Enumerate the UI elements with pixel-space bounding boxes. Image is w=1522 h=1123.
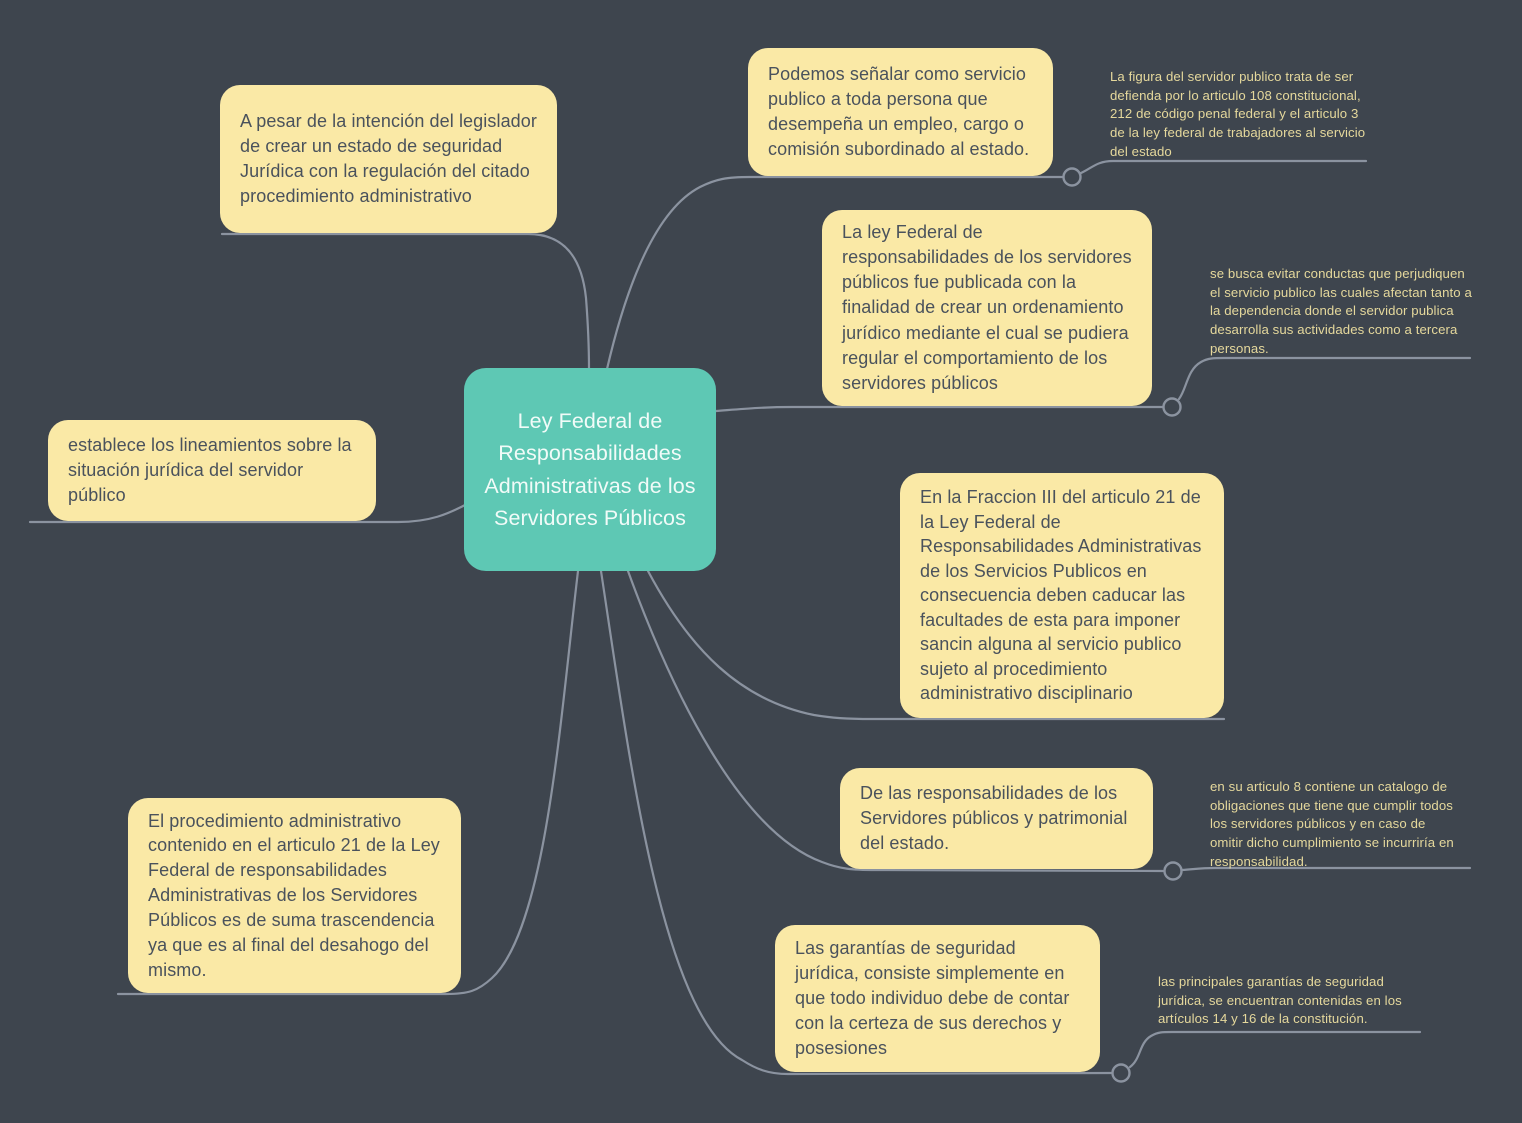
topic-text: A pesar de la intención del legislador de crear un estado de seguridad Jurídica con la regulación del citado procedimiento administrativo: [240, 110, 537, 207]
annotation-se-busca[interactable]: [1210, 265, 1476, 359]
branch-line-la-ley: [716, 407, 1163, 411]
central-topic-text: Ley Federal de Responsabilidades Administrativas de los Servidores Públicos: [484, 409, 696, 530]
topic-text: El procedimiento administrativo contenido en el articulo 21 de la Ley Federal de responsabilidades Administrativas de los Servidores Públicos es de suma trascendencia ya que es al final del desahogo del mismo.: [148, 810, 440, 980]
topic-node-la-ley-federal[interactable]: [822, 210, 1152, 406]
topic-node-de-las-responsabilidades[interactable]: [840, 768, 1153, 869]
annotation-la-figura[interactable]: [1110, 68, 1372, 162]
annotation-text: se busca evitar conductas que perjudiquen el servicio publico las cuales afectan tanto a la dependencia donde el servidor publica desarrolla sus actividades como a tercera personas.: [1210, 266, 1472, 356]
topic-node-en-la-fraccion[interactable]: [900, 473, 1224, 718]
branch-line-la-figura: [1081, 161, 1366, 173]
topic-node-podemos[interactable]: [748, 48, 1053, 176]
topic-node-las-garantias[interactable]: [775, 925, 1100, 1072]
topic-text: De las responsabilidades de los Servidores públicos y patrimonial del estado.: [860, 782, 1128, 854]
topic-text: Las garantías de seguridad jurídica, consiste simplemente en que todo individuo debe de contar con la certeza de sus derechos y posesiones: [795, 937, 1070, 1059]
branch-connector-dot[interactable]: [1113, 1065, 1130, 1082]
topic-text: La ley Federal de responsabilidades de los servidores públicos fue publicada con la finalidad de crear un ordenamiento jurídico mediante el cual se pudiera regular el comportamiento de los servidores públicos: [842, 221, 1132, 393]
annotation-las-principales[interactable]: [1158, 973, 1408, 1029]
topic-text: establece los lineamientos sobre la situación jurídica del servidor público: [68, 434, 352, 506]
branch-line-se-busca: [1179, 358, 1470, 399]
annotation-en-su-articulo[interactable]: [1210, 778, 1462, 872]
topic-node-establece[interactable]: [48, 420, 376, 521]
branch-connector-dot[interactable]: [1064, 169, 1081, 186]
annotation-text: las principales garantías de seguridad jurídica, se encuentran contenidas en los artículos 14 y 16 de la constitución.: [1158, 974, 1402, 1027]
topic-text: Podemos señalar como servicio publico a toda persona que desempeña un empleo, cargo o comisión subordinado al estado.: [768, 63, 1030, 160]
annotation-text: La figura del servidor publico trata de ser defienda por lo articulo 108 constitucional, 212 de código penal federal y el articulo 3 de la ley federal de trabajadores al servicio del estado: [1110, 69, 1366, 159]
central-topic-node[interactable]: [464, 368, 716, 571]
branch-line-a-pesar: [222, 234, 589, 369]
topic-node-a-pesar[interactable]: [220, 85, 557, 233]
branch-connector-dot[interactable]: [1164, 399, 1181, 416]
annotation-text: en su articulo 8 contiene un catalogo de obligaciones que tiene que cumplir todos los servidores públicos y en caso de omitir dicho cumplimiento se incurriría en responsabilidad.: [1210, 779, 1454, 869]
topic-text: En la Fraccion III del articulo 21 de la Ley Federal de Responsabilidades Administrativas de los Servicios Publicos en consecuencia deben caducar las facultades de esta para imponer sancin alguna al servicio publico sujeto al procedimiento administrativo disciplinario: [920, 487, 1202, 704]
branch-connector-dot[interactable]: [1165, 863, 1182, 880]
branch-line-las-principales: [1130, 1032, 1420, 1067]
topic-node-el-procedimiento[interactable]: [128, 798, 461, 993]
